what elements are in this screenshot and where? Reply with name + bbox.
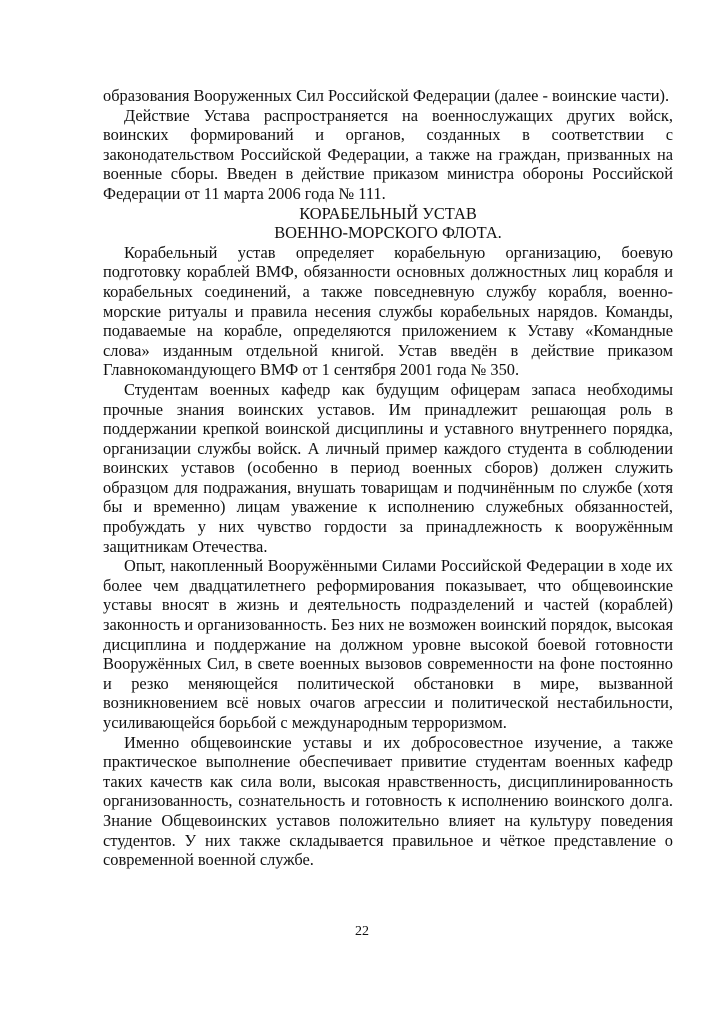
paragraph-students: Студентам военных кафедр как будущим офицерам запаса необходимы прочные знания воинских уставов. Им принадлежит решающая роль в поддержании крепкой воинской дисциплины и уставного внутреннего порядка, организации службы войск. А личный пример каждого студента в соблюдении воинских уставов (особенно в период военных сборов) должен служить образцом для подражания, внушать товарищам и подчинённым по службе (хотя бы и временно) лицам уважение к исполнению служебных обязанностей, пробуждать у них чувство гордости за принадлежность к вооружённым защитникам Отечества.: [103, 379, 673, 556]
paragraph-experience: Опыт, накопленный Вооружёнными Силами Российской Федерации в ходе их более чем двадцатилетнего реформирования показывает, что общевоинские уставы вносят в жизнь и деятельность подразделений и частей (кораблей) законность и организованность. Без них не возможен воинский порядок, высокая дисциплина и поддержание на должном уровне высокой боевой готовности Вооружённых Сил, в свете военных вызовов современности на фоне постоянно и резко меняющейся политической обстановки в мире, вызванной возникновением всё новых очагов агрессии и политической нестабильности, усиливающейся борьбой с международным терроризмом.: [103, 556, 673, 732]
paragraph-charter-scope: Действие Устава распространяется на военнослужащих других войск, воинских формирований и органов, созданных в соответствии с законодательством Российской Федерации, а также на граждан, призванных на военные сборы. Введен в действие приказом министра обороны Российской Федерации от 11 марта 2006 года № 111.: [103, 105, 673, 203]
document-body: [103, 86, 673, 870]
paragraph-ship-charter: Корабельный устав определяет корабельную организацию, боевую подготовку кораблей ВМФ, обязанности основных должностных лиц корабля и корабельных соединений, а также повседневную службу корабля, военно-морские ритуалы и правила несения службы корабельных нарядов. Команды, подаваемые на корабле, определяются приложением к Уставу «Командные слова» изданным отдельной книгой. Устав введён в действие приказом Главнокомандующего ВМФ от 1 сентября 2001 года № 350.: [103, 242, 673, 380]
paragraph-study: Именно общевоинские уставы и их добросовестное изучение, а также практическое выполнение обеспечивает привитие студентам военных кафедр таких качеств как сила воли, высокая нравственность, дисциплинированность организованность, сознательность и готовность к исполнению воинского долга. Знание Общевоинских уставов положительно влияет на культуру поведения студентов. У них также складывается правильное и чёткое представление о современной военной службе.: [103, 732, 673, 870]
section-heading-line-1: КОРАБЕЛЬНЫЙ УСТАВ: [299, 203, 477, 223]
section-heading-line-2: ВОЕННО-МОРСКОГО ФЛОТА.: [274, 223, 502, 243]
intro-paragraph: образования Вооруженных Сил Российской Федерации (далее - воинские части).: [103, 86, 670, 105]
page-number: 22: [355, 924, 369, 939]
